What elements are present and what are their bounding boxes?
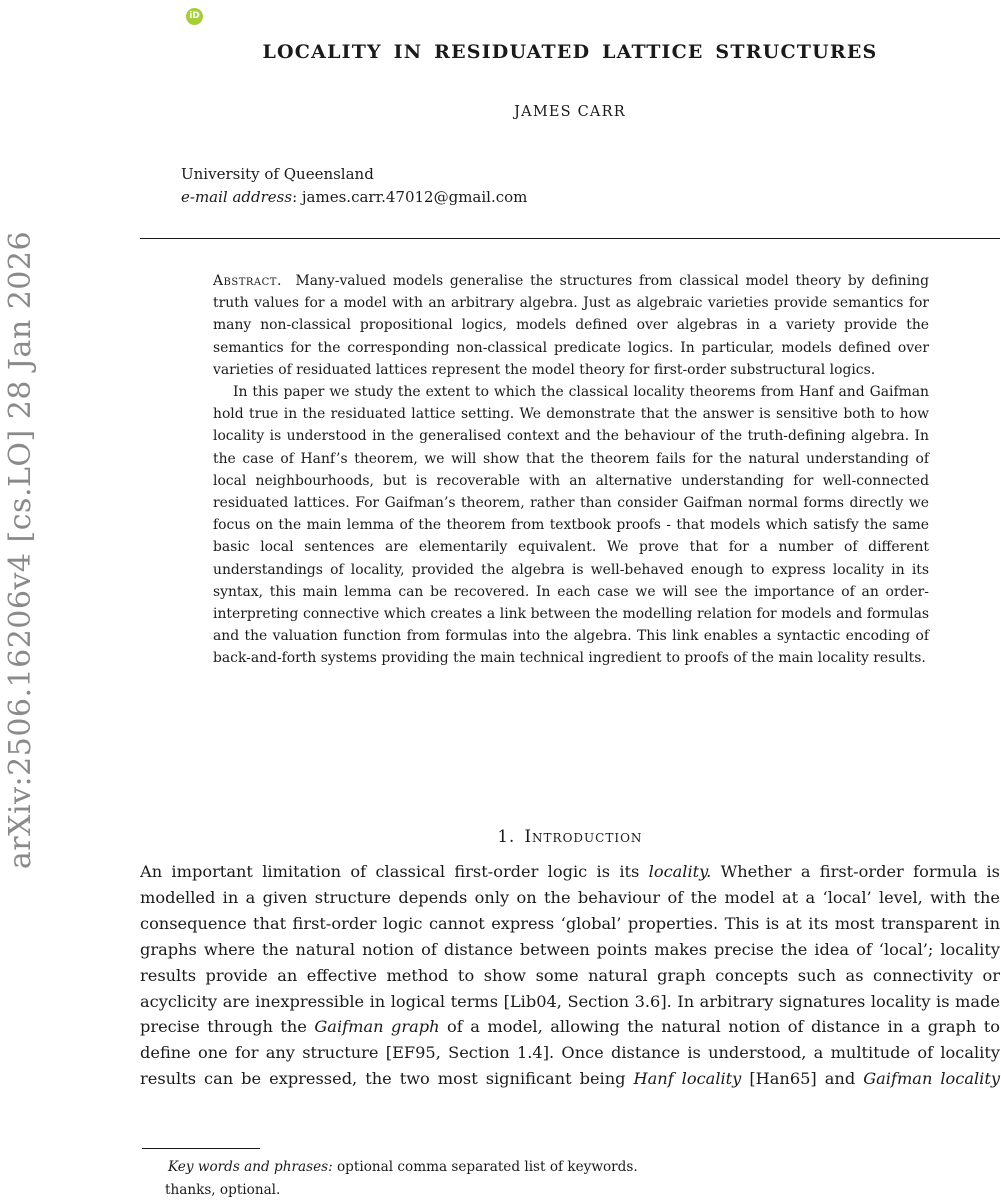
footnote-divider: [142, 1148, 260, 1149]
email-label: e-mail address: [181, 188, 293, 206]
keywords-line: [140, 1156, 1000, 1179]
orcid-icon[interactable]: iD: [186, 8, 203, 25]
abstract-paragraph-2: In this paper we study the extent to which the classical locality theorems from Hanf and Gaifman hold true in the residuated lattice setting. We demonstrate that the answer is sensitive both to how locality is understood in the generalised context and the behaviour of the truth-defining algebra. In the case of Hanf’s theorem, we will show that the theorem fails for the natural understanding of local neighbourhoods, but is recoverable with an alternative understanding for well-connected residuated lattices. For Gaifman’s theorem, rather than consider Gaifman normal forms directly we focus on the main lemma of the theorem from textbook proofs - that models which satisfy the same basic local sentences are elementarily equivalent. We prove that for a number of different understandings of locality, provided the algebra is well-behaved enough to express locality in its syntax, this main lemma can be recovered. In each case we will see the importance of an order-interpreting connective which creates a link between the modelling relation for models and formulas and the valuation function from formulas into the algebra. This link enables a syntactic encoding of back-and-forth systems providing the main technical ingredient to proofs of the main locality results.: [213, 384, 929, 667]
keywords-label: Key words and phrases:: [168, 1159, 333, 1175]
arxiv-watermark: arXiv:2506.16206v4 [cs.LO] 28 Jan 2026: [3, 230, 38, 870]
introduction-paragraph: An important limitation of classical first-order logic is its locality. Whether a first-order formula is modelled in a given structure depends only on the behaviour of the model at a ‘local’ level, with the consequence that first-order logic cannot express ‘global’ properties. This is at its most transparent in graphs where the natural notion of distance between points makes precise the idea of ‘local’; locality results provide an effective method to show some natural graph concepts such as connectivity or acyclicity are inexpressible in logical terms [Lib04, Section 3.6]. In arbitrary signatures locality is made precise through the Gaifman graph of a model, allowing the natural notion of distance in a graph to define one for any structure [EF95, Section 1.4]. Once distance is understood, a multitude of locality results can be expressed, the two most significant being Hanf locality [Han65] and Gaifman locality: [140, 862, 1001, 1089]
email-line: [181, 186, 881, 209]
footnote-section: [140, 1156, 1000, 1200]
abstract-section: [213, 270, 929, 670]
affiliation: University of Queensland: [181, 165, 374, 183]
email-separator: :: [292, 188, 302, 206]
header-divider: [140, 238, 1000, 239]
keywords-text: optional comma separated list of keywords.: [332, 1159, 638, 1175]
author-address: [181, 163, 881, 209]
email-address: james.carr.47012@gmail.com: [301, 188, 528, 206]
thanks-line: thanks, optional.: [165, 1181, 281, 1198]
section-heading-introduction: 1. Introduction: [497, 827, 643, 846]
abstract-text-1: Many-valued models generalise the structures from classical model theory by defining truth values for a model with an arbitrary algebra. Just as algebraic varieties provide semantics for many non-classical propositional logics, models defined over algebras in a variety provide the semantics for the corresponding non-classical predicate logics. In particular, models defined over varieties of residuated lattices represent the model theory for first-order substructural logics.: [213, 273, 929, 378]
page-title: LOCALITY IN RESIDUATED LATTICE STRUCTURES: [262, 41, 878, 63]
author-name: JAMES CARR: [514, 104, 626, 120]
abstract-paragraph-1: [213, 270, 929, 381]
abstract-label: Abstract.: [213, 273, 282, 289]
